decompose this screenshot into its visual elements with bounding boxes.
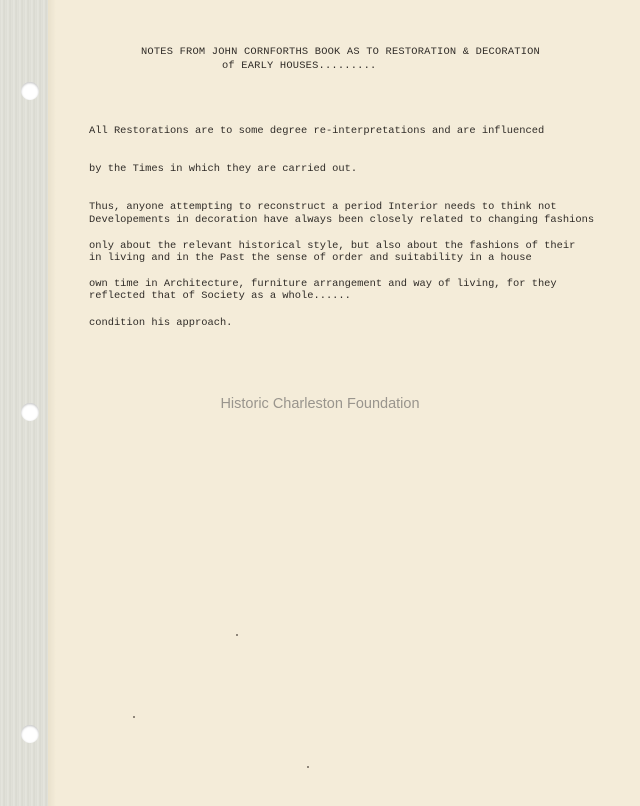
paragraph-line: only about the relevant historical style, but also about the fashions of their [89,239,576,252]
document-title-line-1: NOTES FROM JOHN CORNFORTHS BOOK AS TO RESTORATION & DECORATION [141,46,540,58]
binder-hole-top [21,82,39,100]
watermark-text: Historic Charleston Foundation [220,396,420,412]
paper-speck [307,766,309,768]
paragraph-line: reflected that of Society as a whole...... [89,290,351,303]
paragraph-line: condition his approach. [89,316,233,329]
paragraph-line: own time in Architecture, furniture arrangement and way of living, for they [89,278,557,291]
paper-speck [133,716,135,718]
binder-hole-bottom [21,725,39,743]
paragraph-line: in living and in the Past the sense of order and suitability in a house [89,251,532,264]
paper-speck [236,634,238,636]
paragraph-line: All Restorations are to some degree re-interpretations and are influenced [89,124,545,137]
paragraph-line: Thus, anyone attempting to reconstruct a period Interior needs to think not [89,201,557,214]
paragraph-line: Developements in decoration have always been closely related to changing fashions [89,213,595,226]
document-title-line-2: of EARLY HOUSES......... [222,60,377,72]
paragraph-developements [89,188,594,329]
paragraph-line: by the Times in which they are carried out. [89,162,358,175]
